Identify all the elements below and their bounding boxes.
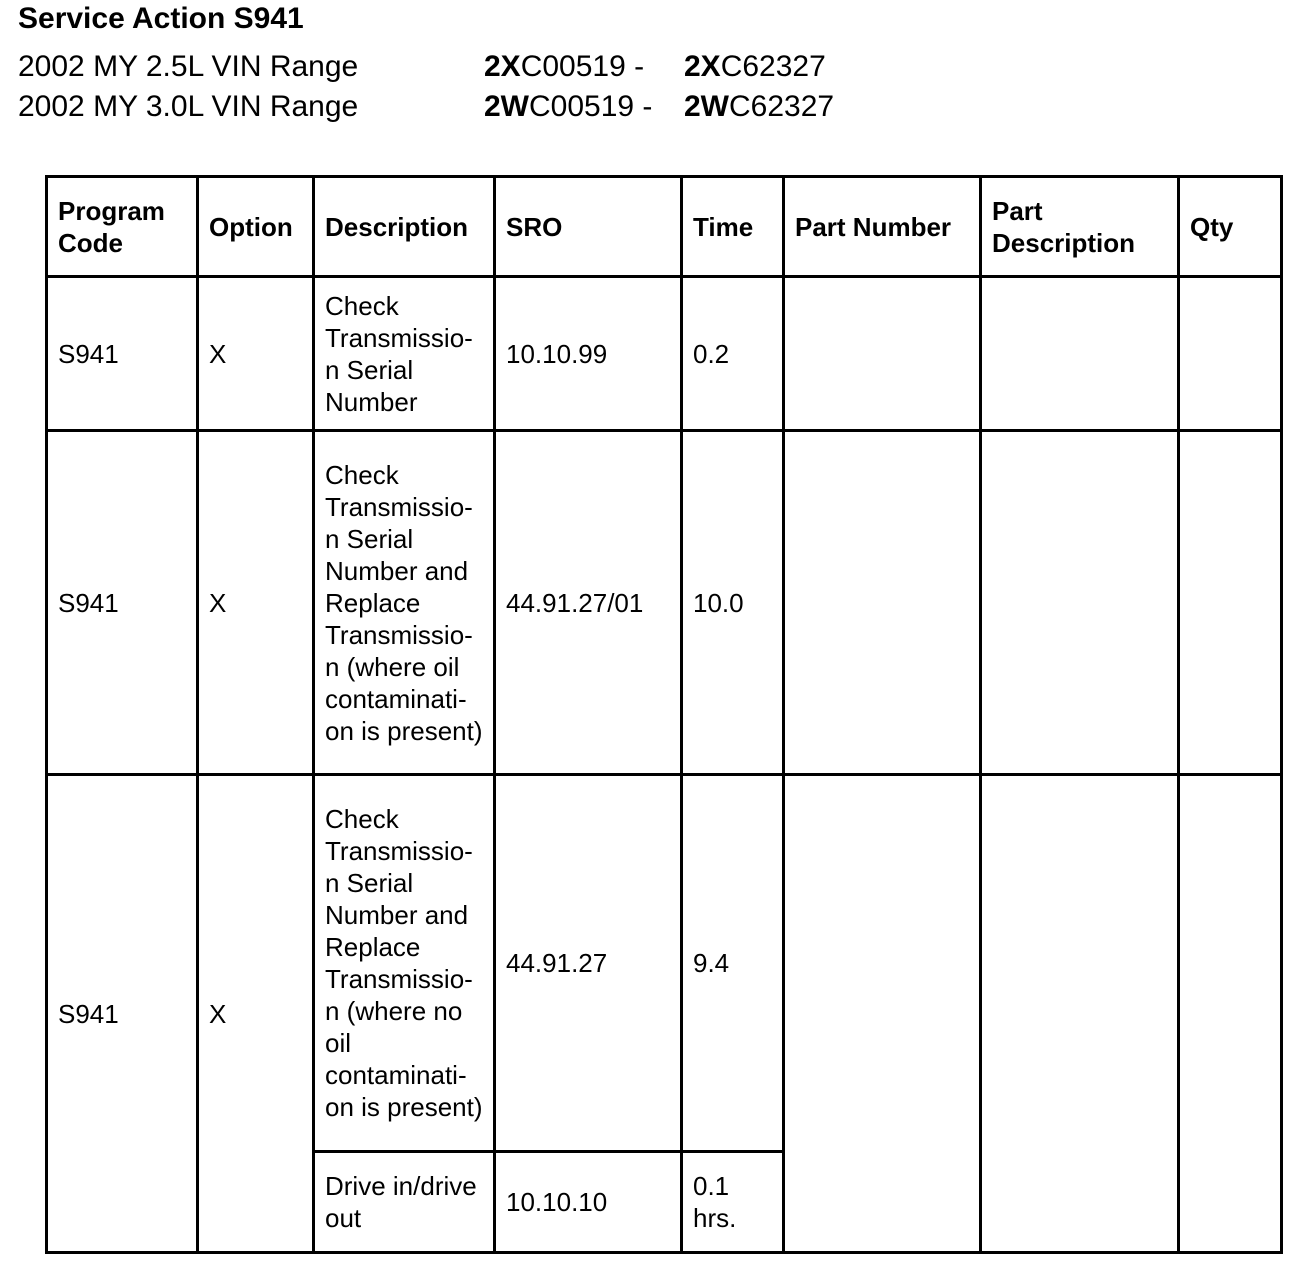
- sro-cell: 10.10.99: [495, 277, 682, 431]
- col-header-sro: SRO: [495, 177, 682, 277]
- time-cell: 9.4: [682, 775, 784, 1152]
- part-number-cell: [784, 431, 981, 775]
- col-header-part-description: Part Description: [981, 177, 1179, 277]
- part-description-cell: [981, 431, 1179, 775]
- vin-range-end: 2XC62327: [684, 50, 826, 83]
- table-header-row: [47, 177, 1282, 277]
- description-cell: Check Transmissio-n Serial Number and Replace Transmissio-n (where no oil contaminati-on is present): [314, 775, 495, 1152]
- vin-range-start: 2WC00519 -: [484, 90, 653, 123]
- option-cell: X: [198, 775, 314, 1253]
- description-cell: Check Transmissio-n Serial Number and Replace Transmissio-n (where oil contaminati-on is present): [314, 431, 495, 775]
- vin-range-label: 2002 MY 2.5L VIN Range: [18, 50, 359, 83]
- col-header-time: Time: [682, 177, 784, 277]
- table-row: [47, 431, 1282, 775]
- vin-range-end: 2WC62327: [684, 90, 835, 123]
- qty-cell: [1179, 775, 1282, 1253]
- part-number-cell: [784, 277, 981, 431]
- option-cell: X: [198, 431, 314, 775]
- description-cell: Check Transmissio-n Serial Number: [314, 277, 495, 431]
- part-description-cell: [981, 277, 1179, 431]
- vin-range-start: 2XC00519 -: [484, 50, 645, 83]
- col-header-program-code: Program Code: [47, 177, 198, 277]
- part-number-cell: [784, 775, 981, 1253]
- program-code-cell: S941: [47, 775, 198, 1253]
- col-header-part-number: Part Number: [784, 177, 981, 277]
- time-cell: 0.2: [682, 277, 784, 431]
- option-cell: X: [198, 277, 314, 431]
- sro-cell: 44.91.27/01: [495, 431, 682, 775]
- col-header-description: Description: [314, 177, 495, 277]
- time-cell: 10.0: [682, 431, 784, 775]
- time-cell: 0.1 hrs.: [682, 1152, 784, 1253]
- sro-cell: 44.91.27: [495, 775, 682, 1152]
- program-code-cell: S941: [47, 277, 198, 431]
- page-title: Service Action S941: [18, 2, 304, 35]
- part-description-cell: [981, 775, 1179, 1253]
- program-code-cell: S941: [47, 431, 198, 775]
- table-row: [47, 775, 1282, 1152]
- qty-cell: [1179, 277, 1282, 431]
- sro-cell: 10.10.10: [495, 1152, 682, 1253]
- table-row: [47, 277, 1282, 431]
- description-cell: Drive in/drive out: [314, 1152, 495, 1253]
- service-action-table: [45, 175, 1283, 1254]
- col-header-option: Option: [198, 177, 314, 277]
- col-header-qty: Qty: [1179, 177, 1282, 277]
- qty-cell: [1179, 431, 1282, 775]
- vin-range-label: 2002 MY 3.0L VIN Range: [18, 90, 359, 123]
